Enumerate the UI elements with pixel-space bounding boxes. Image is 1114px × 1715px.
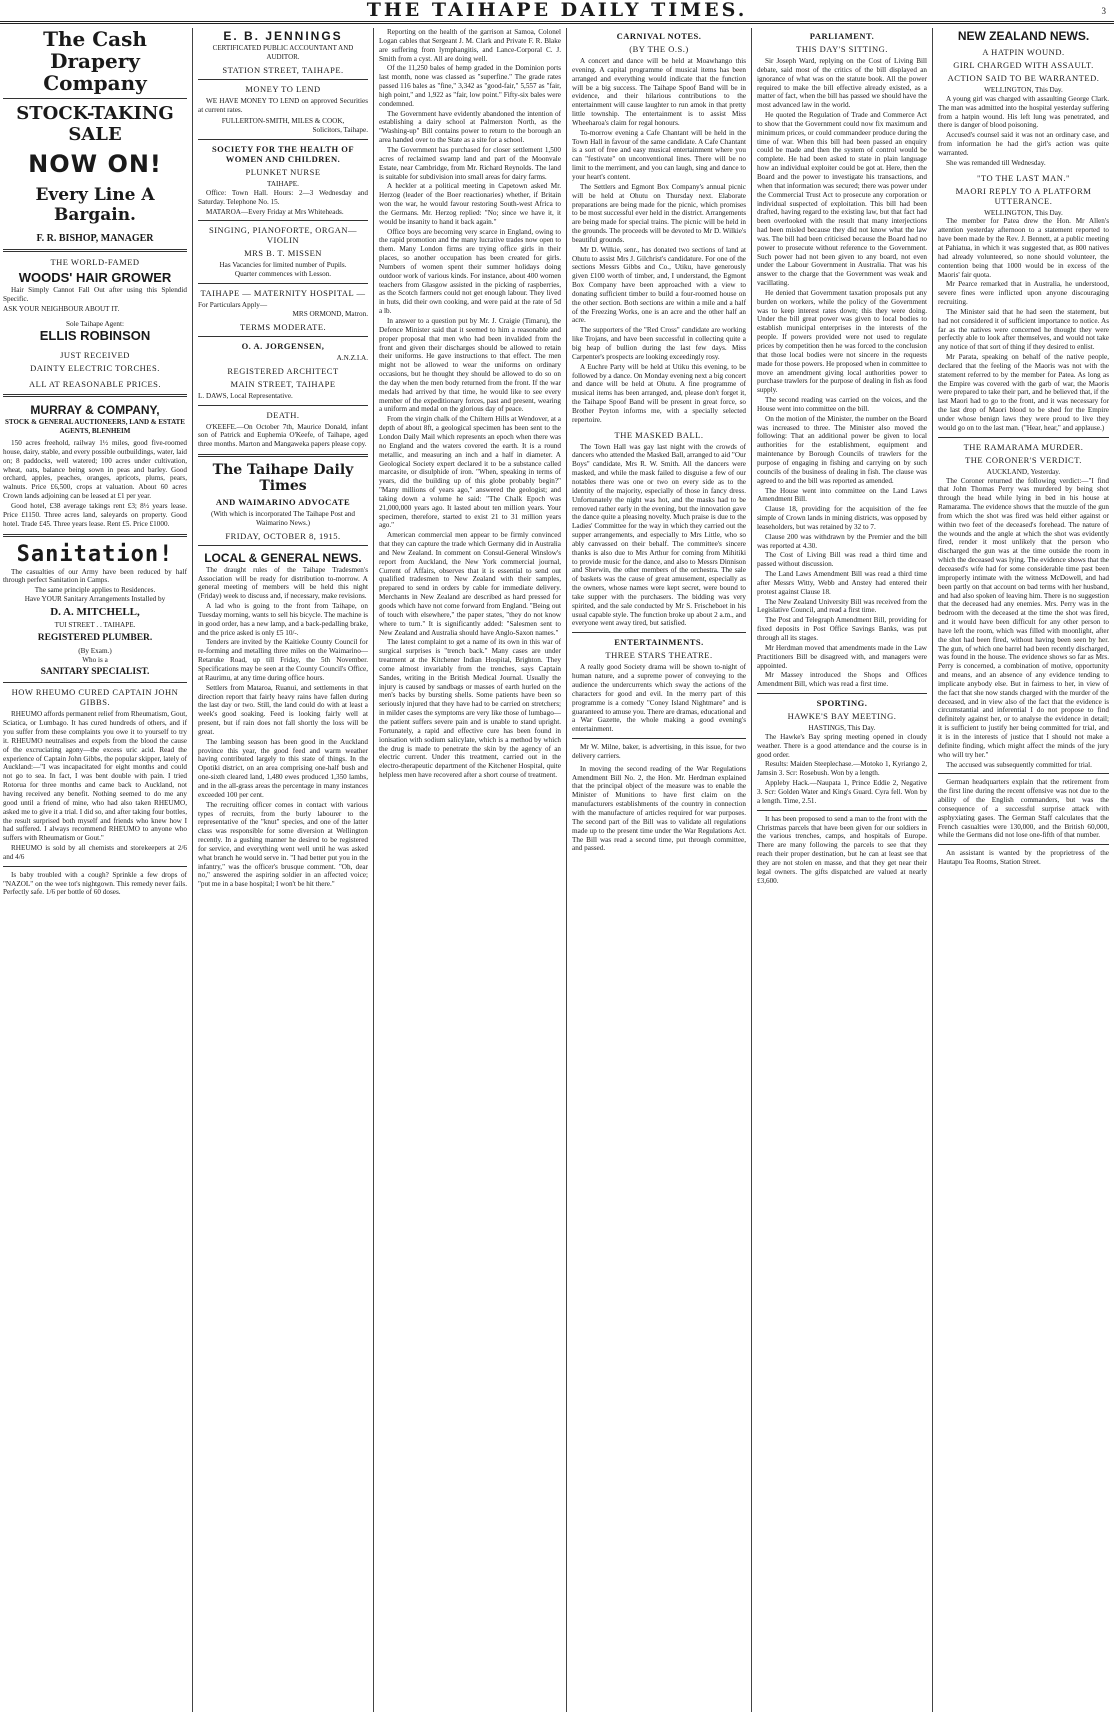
paper-title: The Taihape Daily Times xyxy=(212,462,354,495)
carnival-para: The Settlers and Egmont Box Company's annual picnic will be held at Ohutu on Thursday next. Elaborate preparations are being made for the picnic, which promises to be most successful ever held in the district. Arrangements are being made for special trains. The picnic will be held in the grounds. The proceeds will be devoted to Mr D. Wilkie's beautiful grounds. xyxy=(572,182,746,244)
parliament-para: The House went into committee on the Land Laws Amendment Bill. xyxy=(757,486,927,504)
parliament-heading: PARLIAMENT. xyxy=(809,31,875,41)
fullerton-smith: FULLERTON-SMITH, MILES & COOK, xyxy=(221,117,345,126)
local-representative: L. DAWS, Local Representative. xyxy=(198,391,293,400)
murray-title: MURRAY & COMPANY, xyxy=(30,403,160,418)
manager-name: F. R. BISHOP, MANAGER xyxy=(36,233,154,244)
german-hq-para: German headquarters explain that the retirement from the first line during the recent offensive was not due to the ability of the English commanders, but was the consequence of a successful surprise attack with asphyxiating gases. The German Staff calculates that the French casualties were 130,000, and the British 60,000, while the Germans did not lose one-fifth of that number. xyxy=(938,778,1109,840)
singing-lessons: SINGING, PIANOFORTE, ORGAN—VIOLIN xyxy=(208,225,358,246)
parliament-para: Clause 18, providing for the acquisition of the fee simple of Crown lands in mining districts, was opposed by leaseholders, but was retained by 32 to 7. xyxy=(757,505,927,531)
who-is-a: Who is a xyxy=(82,655,108,664)
parliament-para: The Land Laws Amendment Bill was read a third time after Messrs Witty, Webb and Anstey had entered their protest against Clause 18. xyxy=(757,570,927,596)
news-para: From the virgin chalk of the Chiltern Hills at Wendover, at a depth of about 8ft, a geological specimen has been sent to the London Daily Mail which represents an epoch when there was no England and the waters covered the earth. It is a round metallic, and measuring an inch and a half in diameter. A Geological Society expert declared it to be a substance called marcasite, or disulphide of iron. "When, speaking in terms of years, did the building up of this globe probably begin?" "Many millions of years ago," answered the geologist; and taking down a volume he said: "The Chalk Epoch was 21,000,000 years ago. It lasted about ten million years. Your specimen, therefore, started to exist 21 to 31 million years ago." xyxy=(379,415,561,530)
hastings-dateline: HASTINGS, This Day. xyxy=(808,724,876,733)
war-regulations-para: In moving the second reading of the War Regulations Amendment Bill No. 2, the Hon. Mr. Herdman explained that the principal object of the measure was to enable the Minister of Munitions to have first claim on the manufacturers establishments of the country in connection with the manufacture of articles required for war purposes. The second part of the Bill was to validate all regulations made up to the present time under the War Regulations Act. The Bill was read a second time, put through committee, and passed. xyxy=(572,764,746,853)
assistant-wanted: An assistant is wanted by the proprietress of the Hautapu Tea Rooms, Station Street. xyxy=(938,849,1109,867)
action-warranted-heading: ACTION SAID TO BE WARRANTED. xyxy=(947,73,1100,83)
hatpin-heading: A HATPIN WOUND. xyxy=(982,47,1065,57)
murray-body: 150 acres freehold, railway 1½ miles, good five-roomed house, dairy, stable, and every possible outbuildings, water, laid on; 8 paddocks, well watered; 100 acres under cultivation, wheat, oats, balance being sown in peas and barley. Good orchard, apples, peaches, oranges, apricots, plums, pears, walnuts. Price £6,500, crops at valuation. About 60 acres Crown lands adjoining can be leased at £1 per year. xyxy=(3,439,187,501)
sitting-heading: THIS DAY'S SITTING. xyxy=(796,44,888,54)
news-para: The Government has purchased for closer settlement 1,500 acres of reclaimed swamp land and part of the Moonvale Estate, near Cambridge, from Mr. Richard Reynolds. The land is suitable for subdivision into small areas for dairy farms. xyxy=(379,145,561,181)
registered-architect: REGISTERED ARCHITECT xyxy=(227,365,339,376)
paper-advocate: AND WAIMARINO ADVOCATE xyxy=(215,497,351,508)
architect-address: MAIN STREET, TAIHAPE xyxy=(230,378,336,389)
hawkes-bay-heading: HAWKE'S BAY MEETING. xyxy=(787,711,897,722)
death-heading: DEATH. xyxy=(266,409,300,420)
column-6 xyxy=(932,28,1114,1712)
news-para: Tenders are invited by the Kaitieke County Council for re-forming and metalling three miles on the Waimarino—Retaruke Road, up till Friday, the 5th November. Specifications may be seen at the County Council's Office, at Raurimu, at any time during office hours. xyxy=(198,638,368,682)
last-man-heading: "TO THE LAST MAN." xyxy=(977,172,1070,183)
news-para: The Government have evidently abandoned the intention of establishing a dairy school at Palmerston North, as the "Washing-up" Bill contains power to return to the borough an area handed over to the State as a site for a school. xyxy=(379,109,561,145)
news-para: The draught rules of the Taihape Tradesmen's Association will be ready for distribution to-morrow. A general meeting of members will be held this night (Friday) week to discuss and, if necessary, make revisions. xyxy=(198,565,368,601)
news-para: In answer to a question put by Mr. J. Craigie (Timaru), the Defence Minister said that it seemed to him a reasonable and proper proposal that men who had been invalided from the front and given their discharges should be allowed to retain their uniforms. He gave instructions to that effect. The men might not be allowed to wear the uniforms on ordinary occasions, but he thought they should be allowed to do so on the day when the men body returned from the front. If the war medals had arrived by that time, he would like to see every member of the expeditionary forces, past and present, wearing a uniform and medal on the glorious day of peace. xyxy=(379,317,561,414)
entertainments-heading: ENTERTAINMENTS. xyxy=(614,637,704,648)
coroner-verdict-heading: THE CORONER'S VERDICT. xyxy=(965,454,1082,465)
woods-body: Hair Simply Cannot Fall Out after using this Splendid Specific. xyxy=(3,286,187,303)
plunket-town: TAIHAPE. xyxy=(267,180,299,189)
solicitors: Solicitors, Taihape. xyxy=(312,126,368,135)
news-para: A heckler at a political meeting in Capetown asked Mr. Herzog (leader of the Boer reactionaries) whether, if Britain won the war, he would favour restoring South-west Africa to the Germans. Mr. Herzog replied: "No; since we have it, it would be insanity to hand it back again." xyxy=(379,182,561,226)
ramarama-heading: THE RAMARAMA MURDER. xyxy=(963,441,1084,452)
society-health: SOCIETY FOR THE HEALTH OF WOMEN AND CHILDREN. xyxy=(211,144,355,165)
milne-notice: Mr W. Milne, baker, is advertising, in this issue, for two delivery carriers. xyxy=(572,743,746,760)
missen-body: Has Vacancies for limited number of Pupils. xyxy=(219,261,347,270)
parliament-para: The Post and Telegraph Amendment Bill, providing for fixed deposits in Post Office Savings Banks, was put through all its stages. xyxy=(757,616,927,642)
news-para: American commercial men appear to be firmly convinced that they can capture the trade which Germany did in Australia and New Zealand. In comment on Consul-General Winslow's report from Auckland, the New York commercial journal, Current of Affairs, observes that it is essential to send out qualified tradesmen to New Zealand with their samples, prepared to send in orders by cable for immediate delivery. Merchants in New Zealand are described as hard pressed for goods which have not come forward from England. "Being out of touch with elsewhere," the paper states, "they do not know where to turn." It is significantly added: "Salesmen sent to New Zealand and Australia should have Anglo-Saxon names." xyxy=(379,531,561,637)
carnival-para: A Euchre Party will be held at Utiku this evening, to be followed by a dance. On Monday evening next a big concert and dance will be held at Ohutu. A fine programme of musical items has been arranged, and, please don't forget it, the Taihape Spoof Band will be present in great force, so Brother Peyton informs me, with a specially selected repertoire. xyxy=(572,362,746,424)
hatpin-para: A young girl was charged with assaulting George Clark. The man was admitted into the hospital yesterday suffering from a hatpin wound. His left lung was penetrated, and there is danger of blood poisoning. xyxy=(938,94,1109,130)
carnival-byline: (BY THE O.S.) xyxy=(629,44,689,54)
auckland-dateline: AUCKLAND, Yesterday. xyxy=(986,467,1061,476)
issue-date: FRIDAY, OCTOBER 8, 1915. xyxy=(225,530,341,541)
column-1 xyxy=(0,28,192,1712)
murray-hotels: Good hotel, £38 average takings rent £3; 8½ years lease. Price £1150. Three acres land, saleyards on property. Good hotel. Trade £45. Three years lease. Rent £5. Price £1000. xyxy=(3,501,187,528)
maori-para: The member for Patea drew the Hon. Mr Allen's attention yesterday afternoon to a statement reported to have been made by the Rev. J. Bennett, at a public meeting at Pahiatua, in which it was suggested that, as 800 natives had already volunteered, so none should volunteer, the contention being that 1000 would be in excess of the Maoris' fair quota. xyxy=(938,217,1109,279)
carnival-notes-heading: CARNIVAL NOTES. xyxy=(616,31,702,41)
hatpin-para: Accused's counsel said it was not an ordinary case, and from information he had the girl's action was quite warranted. xyxy=(938,131,1109,157)
maori-para: Mr Pearce remarked that in Australia, he understood, severe fines were inflicted upon anyone discouraging recruiting. xyxy=(938,280,1109,307)
column-2 xyxy=(192,28,373,1712)
sanitation-body: The casualties of our Army have been reduced by half through perfect Sanitation in Camps. xyxy=(3,567,187,585)
mitchell-address: TUI STREET . . TAIHAPE. xyxy=(54,620,136,629)
missen-name: MRS B. T. MISSEN xyxy=(244,248,322,259)
column-5 xyxy=(751,28,932,1712)
maternity-hospital: TAIHAPE — MATERNITY HOSPITAL — xyxy=(200,288,366,299)
sanitation-same: The same principle applies to Residences. xyxy=(34,586,156,595)
three-stars-heading: THREE STARS THEATRE. xyxy=(605,650,713,661)
wellington-dateline: WELLINGTON, This Day. xyxy=(984,86,1063,94)
parliament-para: He denied that Government taxation proposals put any burden on workers, while the policy of the Government was to keep interest rates down; this they were doing. Under the bill great power was given to local bodies to establish municipal enterprises in the interests of the people. If powers provided were not used to regulate prices by competition then he was forced to the conclusion that those local bodies were not sincere in the requests made for those powers. He proposed when in committee to move an amendment giving local authorities power to purchase trawlers for the purpose of dealing in fish as food supply. xyxy=(757,288,927,395)
rheumo-title: HOW RHEUMO CURED CAPTAIN JOHN GIBBS. xyxy=(11,687,179,708)
entertainment-para: A really good Society drama will be shown to-night of human nature, and a supreme power of conveying to the audience the undercurrents which sway the actions of the characters for good and evil. In the merry part of this programme is a comedy "Coney Island Nightmare" and is guaranteed to amuse you. There are dramas, educational and a War Gazette, the whole making a good evening's entertainment. xyxy=(572,663,746,734)
plunket-office: Office: Town Hall. Hours: 2—3 Wednesday and Saturday. Telephone No. 15. xyxy=(198,188,368,206)
jennings-name: E. B. JENNINGS xyxy=(223,29,343,43)
now-on: NOW ON! xyxy=(28,150,162,178)
parliament-para: The second reading was carried on the voices, and the House went into committee on the bill. xyxy=(757,396,927,413)
paper-incorporated: (With which is incorporated The Taihape Post and Waimarino News.) xyxy=(210,510,356,527)
just-received: JUST RECEIVED xyxy=(60,350,130,361)
rheumo-sold: RHEUMO is sold by all chemists and storekeepers at 2/6 and 4/6 xyxy=(3,844,187,861)
news-para: The lambing season has been good in the Auckland province this year, the good feed and warm weather having contributed largely to this state of things. In the Opotiki district, on an area comprising one-half bush and one-sixth cleared land, 1,480 ewes produced 1,350 lambs, and in the all-grass areas the percentage in many instances exceeded 100 per cent. xyxy=(198,737,368,799)
ramarama-para: The Coroner returned the following verdict:—"I find that John Thomas Perry was murdered by being shot through the head while lying in bed in his house at Ramarama. The evidence shows that the muzzle of the gun from which the shot was fired was held either against or within two feet of the deceased's forehead. The nature of the wounds and the angle at which the shot was evidently fired, render it most unlikely that the person who discharged the gun was at the time outside the room in which the deceased was lying. The evidence shows that the deceased's wife had for some considerable time past been improperly intimate with the witness McDowell, and had been partly on that account on bad terms with her husband, and had also spoken of leaving him. There is no suggestion that the deceased had any enemies. Mrs. Perry was in the bedroom with the deceased at the time the shot was fired, and it would have been difficult for any other person to have left the room, which was filled with moonlight, after the shot had been fired, without having been seen by her. The gun, of which one barrel had been recently discharged, was found in the house. The evidence shows so far as Mrs. Perry is concerned, a combination of motive, opportunity and means, and an absence of any evidence tending to implicate anybody else. But in fairness to her, in view of the fact that she now stands charged with the murder of the deceased, and in view also of the fact that the evidence is circumstantial and inferential I do not propose to find definitely against her, or to analyse the evidence in detail; it is sufficient to justify her being committed for trial, and it is in the interests of justice that I should not make a definite finding, which might affect the minds of the jury who will try her." xyxy=(938,476,1109,759)
newspaper-title: THE TAIHAPE DAILY TIMES. xyxy=(366,0,748,21)
terms-moderate: TERMS MODERATE. xyxy=(239,321,327,332)
parliament-para: Mr Massey introduced the Shops and Offices Amendment Bill, which was read a first time. xyxy=(757,671,927,689)
parliament-para: The New Zealand University Bill was received from the Legislative Council, and read a first time. xyxy=(757,597,927,615)
quarter-commences: Quarter commences with Lesson. xyxy=(234,270,332,279)
christmas-parcels-para: It has been proposed to send a man to the front with the Christmas parcels that have been given for our soldiers in the various trenches, camps, and hospitals of Europe. There are many following the parcels to see that they reach their proper destination, but he can at least see that they are not stolen en masse, and that they get near their legal owners. The gifts dispatched are valued at nearly £3,600. xyxy=(757,814,927,885)
carnival-para: To-morrow evening a Cafe Chantant will be held in the Town Hall in favour of the same candidate. A Cafe Chantant is a sort of free and easy musical entertainment where you can "festivate" on unconventional lines. There will be no limit to the merriment, and you can laugh, sing and dance to your heart's content. xyxy=(572,128,746,181)
nz-news-heading: NEW ZEALAND NEWS. xyxy=(957,29,1090,43)
parliament-para: Clause 200 was withdrawn by the Premier and the bill was reported at 4.30. xyxy=(757,532,927,550)
electric-torches: DAINTY ELECTRIC TORCHES. xyxy=(30,363,160,374)
sanitary-specialist: SANITARY SPECIALIST. xyxy=(40,667,150,678)
maori-para: Mr Parata, speaking on behalf of the native people, declared that the feeling of the Maoris was not with the statement referred to by the member for Patea. As long as the Empire was covered with the garb of war, the Maoris were prepared to take their part, and he believed that, if the last Maori had to go to the front, and it was necessary for the last drop of Maori blood to be shed for the Empire under whose benign laws they were proud to live they would go on to the last man. ("Hear, hear," and applause.) xyxy=(938,353,1109,432)
masthead xyxy=(0,0,1114,24)
parliament-para: On the motion of the Minister, the number on the Board was increased to three. The Minister also moved the following: That an additional power be given to local authorities for the establishment, equipment and maintenance by Borough Councils of trawlers for the purpose of engaging in fishing and carrying on by such councils of the business of dealing in fish. The clause was agreed to and the bill was reported as amended. xyxy=(757,414,927,485)
jennings-subtitle: CERTIFICATED PUBLIC ACCOUNTANT AND AUDITOR. xyxy=(212,44,354,61)
news-para: The recruiting officer comes in contact with various types of recruits, from the burly labourer to the representative of the "knut" species, and one of the latter class was responsible for some diversion at Wellington recently. In a gushing manner he desired to be registered for service, and everything went well until he was asked what branch he would serve in. "I had better put you in the infantry," was the officer's brusque comment. "Oh, dear no," answered the aspiring soldier in an affected voice; "put me in a base hospital; I won't be hit there." xyxy=(198,800,368,889)
woods-intro: THE WORLD-FAMED xyxy=(50,257,140,267)
maori-para: The Minister said that he had seen the statement, but had not considered it of sufficient importance to notice. As far as the natives were concerned he thought they were perfectly able to look after themselves, and would not take any notice of that sort of thing if they desired to enlist. xyxy=(938,307,1109,352)
rheumo-body: RHEUMO affords permanent relief from Rheumatism, Gout, Sciatica, or Lumbago. It has cured hundreds of others, and if you suffer from these complaints you owe it to yourself to try it. RHEUMO neutralises and expels from the blood the cause of the excruciating agony—the excess uric acid. Read the experience of Captain John Gibbs, the popular skipper, lately of Auckland:—"I was incapacitated for eight months and could not go to sea. In fact, I was bent double with pain. I tried Rotorua for three months and came back to Auckland, not having received any benefit. Nothing seemed to do me any good until a friend of mine, who had also taken RHEUMO, asked me to give it a trial. I did so, and after taking four bottles, the result surprised both myself and friends who knew how I had suffered. I always recommend RHEUMO to anyone who suffers with Rheumatism or Gout." xyxy=(3,710,187,843)
local-general-heading: LOCAL & GENERAL NEWS. xyxy=(204,550,362,565)
news-para: Of the 11,250 bales of hemp graded in the Dominion ports last month, none was classed as "superfine." The grade rates passed 116 bales as "fine," 3,342 as "good-fair," 5,557 as "fair, high point," and 1,922 as "fair, low point." Fifty-six bales were condemned. xyxy=(379,64,561,108)
cash-drapery-title: The Cash Drapery Company xyxy=(43,28,147,95)
carnival-para: The supporters of the "Red Cross" candidate are working like Trojans, and have been successful in collecting quite a big heap of bullion during the last few days. Miss Carpenter's prospects are looking exceedingly rosy. xyxy=(572,326,746,361)
jorgensen-anzia: A.N.Z.I.A. xyxy=(336,353,368,362)
woods-hair-grower: WOODS' HAIR GROWER xyxy=(18,270,172,285)
death-notice: O'KEEFE.—On October 7th, Maurice Donald, infant son of Patrick and Euphemia O'Keefe, of Taihape, aged three months. Marton and Mangaweka papers please copy. xyxy=(198,422,368,449)
girl-charged-heading: GIRL CHARGED WITH ASSAULT. xyxy=(953,60,1094,70)
masked-ball-heading: THE MASKED BALL. xyxy=(614,429,704,440)
woods-ask: ASK YOUR NEIGHBOUR ABOUT IT. xyxy=(3,304,120,313)
parliament-para: The Cost of Living Bill was read a third time and passed without discussion. xyxy=(757,551,927,569)
news-para: Settlers from Mataroa, Ruanui, and settlements in that direction report that fairly heavy rains have fallen during the last day or two. Still, the land could do with at least a week's good soaking. Feed is looking fairly well at present, but if rain does not fall shortly the loss will be great. xyxy=(198,683,368,736)
news-para: A lad who is going to the front from Taihape, on Tuesday morning, wants to sell his bicycle. The machine is in good order, has a new lamp, and a back-pedalling brake, and the price asked is only £5 10/-. xyxy=(198,602,368,637)
stocktaking-sale: STOCK-TAKING SALE xyxy=(16,103,174,145)
agent-label: Sole Taihape Agent: xyxy=(65,319,125,328)
maternity-particulars: For Particulars Apply— xyxy=(198,301,268,310)
murray-subtitle: STOCK & GENERAL AUCTIONEERS, LAND & ESTATE AGENTS, BLENHEIM xyxy=(5,418,185,436)
race-results: Results: Maiden Steeplechase.—Motoko 1, Kyriango 2, Jamsin 3. Scr: Rosebush. Won by a length. xyxy=(757,760,927,778)
hack-results: Appleby Hack.—Naupata 1, Prince Eddie 2, Negative 3. Scr: Golden Water and King's Guard. Cyra fell. Won by a length. Time, 2.51. xyxy=(757,779,927,805)
sanitation-have: Have YOUR Sanitary Arrangements Installed by xyxy=(24,595,166,604)
agent-name: ELLIS ROBINSON xyxy=(39,328,151,344)
masked-ball-para: The Town Hall was gay last night with the crowds of dancers who attended the Masked Ball, arranged to aid "Our Boys" candidate, Mrs R. W. Smith. All the dancers were masked, and while the mask failed to disguise a few of our notables there was one or two on every side as to the identity of the majority, especially of those in fancy dress. Unfortunately the night was hot, and the masks had to be removed rather early in the evening, but the innovation gave the dance quite a pleasing novelty. Much praise is due to the Ladies' Committee for the way in which they carried out the supper arrangements, and especially to Mrs Little, who so ably canvassed on their behalf. The committee's sincere thanks is also due to Mrs Arthur for coming from Mihitiki to provide music for the dance, and also to Messrs Dinnison and Sherwin, the other members of the orchestra. The sale of baskets was the cause of great amusement, especially as the owners, whose names were kept secret, were bound to take supper with the purchasers. The bidding was very spirited, and the sale conducted by Mr S. Frischeboet in his usual capable style. The function broke up about 2 a.m., and everyone went away tired, but satisfied. xyxy=(572,442,746,628)
column-3 xyxy=(373,28,566,1712)
parliament-para: Sir Joseph Ward, replying on the Cost of Living Bill debate, said most of the critics of the bill displayed an ignorance of what was on the statute book. All the power required to make the bill effective already existed, as a matter of fact, when the bill has passed we should have the most advanced law in the world. xyxy=(757,57,927,110)
sanitation-title: Sanitation! xyxy=(16,541,174,567)
registered-plumber: REGISTERED PLUMBER. xyxy=(37,632,153,643)
news-para: Office boys are becoming very scarce in England, owing to the rapid promotion and the many lucrative trades now open to them. Many London firms are trying office girls in their places, so another occupation has been created for girls. Numbers of women spent their summer holidays doing outdoor work of various kinds. For instance, about 400 women teachers from Glasgow assisted in the picking of raspberries, as the Scotch farmers could not get enough labour. They lived in huts, did their own cooking, and were paid at the rate of 5d a lb. xyxy=(379,227,561,316)
jorgensen-name: O. A. JORGENSEN, xyxy=(241,340,325,351)
news-para: Reporting on the health of the garrison at Samoa, Colonel Logan cables that Sergeant J. M. Clark and Private F. R. Blake are suffering from lymphangitis, and Lance-Corporal C. J. Smith from a cyst. All are doing well. xyxy=(379,28,561,63)
parliament-para: Mr Herdman moved that amendments made in the Law Practitioners Bill be disagreed with, and managers were appointed. xyxy=(757,643,927,670)
money-body: WE HAVE MONEY TO LEND on approved Securities at current rates. xyxy=(198,96,368,114)
parliament-para: He quoted the Regulation of Trade and Commerce Act to show that the Government could now fix maximum and minimum prices, or could commandeer produce during the time of war. When this bill had been passed an enquiry could be made and then the system of control would be complete. He had been asked to state in plain language how an individual exploiter could be got at. Here, then the Board and the power to investigate his transactions, and when that information was secured; there was power under the Commercial Trust Act to prosecute any corporation or individual suspected of exploitation. This bill had been drafted, having regard to the existing law, but that fact had been overlooked with the result that many interjections had been misled because they did not know what the law was. The bill had been criticised because the Board had no power to prosecute without reference to the Government. Such power had not been given to any board, not even under the Labour Government in Australia. That was his answer to the charge that the Government was weak and vacillating. xyxy=(757,111,927,288)
money-to-lend: MONEY TO LEND xyxy=(245,83,321,94)
wellington-dateline: WELLINGTON, This Day. xyxy=(984,208,1063,217)
mitchell-name: D. A. MITCHELL, xyxy=(50,605,140,618)
plunket-nurse: PLUNKET NURSE xyxy=(245,167,321,178)
sporting-heading: SPORTING. xyxy=(816,698,868,709)
jennings-address: STATION STREET, TAIHAPE. xyxy=(222,64,344,75)
ramarama-accused: The accused was subsequently committed for trial. xyxy=(946,760,1092,769)
every-line-bargain: Every Line A Bargain. xyxy=(35,185,155,225)
carnival-para: A concert and dance will be held at Moawhango this evening. A capital programme of musical items has been arranged and everything would indicate that the function will be a big success. The Taihape Spoof Band will be in evidence, and their hilarious contributions to the entertainment will cause laughter to run amok in that pretty little township. The entertainment is to assist Miss Wheeharoa's claim for regal honours. xyxy=(572,57,746,127)
maori-reply-heading: MAORI REPLY TO A PLATFORM UTTERANCE. xyxy=(955,185,1092,206)
news-para: The latest complaint to get a name of its own in this war of surgical surprises is "trench back." Many cases are under treatment at the Kitchener Indian Hospital, Brighton. They come almost invariably from the trenches, says Captain Sandes, writing in the British Medical Journal. Usually the injury is caused by sandbags or masses of earth hurled on the men's backs by bursting shells. Some patients have been so seriously injured that they have had to be carried on stretchers; in milder cases the symptoms are very like those of lumbago—the patient suffers severe pain and is unable to stand upright. Fortunately, a rapid and effective cure has been found in ionisation with sodium salicylate, which is a method by which the drug is made to penetrate the skin by the agency of an electric current. Under this treatment, carried out in the electro-therapeutic department of the Kitchener Hospital, quite helpless men have recovered after a short course of treatment. xyxy=(379,638,561,780)
column-4 xyxy=(566,28,751,1712)
nazol-ad: Is baby troubled with a cough? Sprinkle a few drops of "NAZOL" on the wee tot's nightgown. This remedy never fails. Perfectly safe. 1/6 per bottle of 60 doses. xyxy=(3,870,187,897)
by-exam: (By Exam.) xyxy=(78,646,112,655)
matron-ormond: MRS ORMOND, Matron. xyxy=(292,309,368,318)
reasonable-prices: ALL AT REASONABLE PRICES. xyxy=(29,379,161,390)
page-number: 3 xyxy=(1101,6,1106,16)
sporting-para: The Hawke's Bay spring meeting opened in cloudy weather. There is a good attendance and the course is in good order. xyxy=(757,732,927,759)
carnival-para: Mr D. Wilkie, senr., has donated two sections of land at Ohutu to assist Mrs J. Gilchrist's candidature. For one of the sections Messrs Gibbs and Co., Utiku, have generously given £100 worth of timber, and, I understand, the Egmont Box Company have been approached with a view to donating sufficient timber to build a four-roomed house on the other section. Both sections are within a mile and a half of the Freezing Works, one is an acre and the other half an acre. xyxy=(572,245,746,325)
hatpin-para: She was remanded till Wednesday. xyxy=(946,158,1046,167)
mataroa-visits: MATAROA—Every Friday at Mrs Whiteheads. xyxy=(206,207,344,216)
